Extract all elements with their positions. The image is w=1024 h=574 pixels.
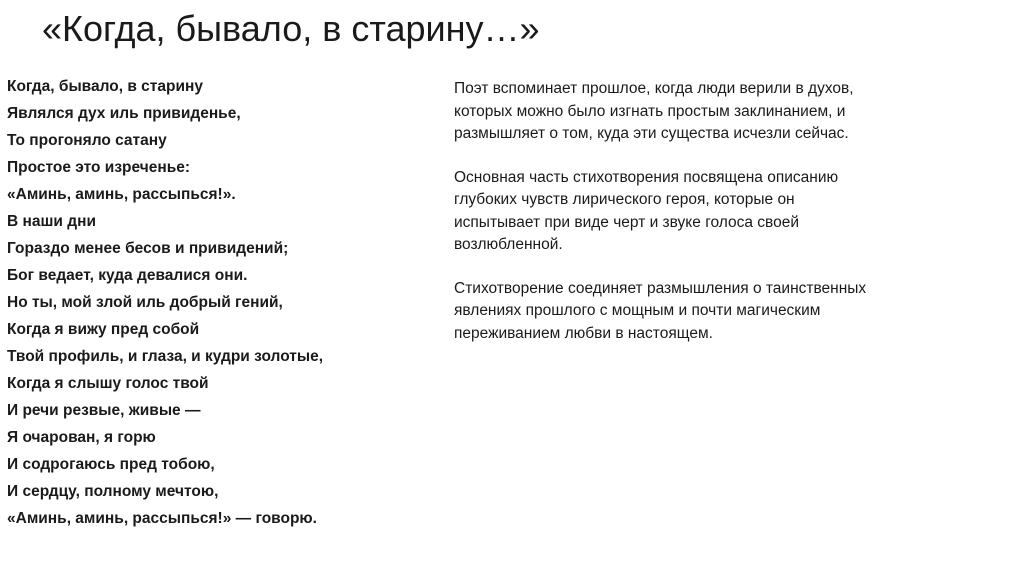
commentary-line: размышляет о том, куда эти существа исчезли сейчас.: [454, 125, 849, 142]
poem-line: Когда, бывало, в старину: [7, 78, 203, 95]
poem-line: Я очарован, я горю: [7, 429, 156, 446]
poem-line: Бог ведает, куда девалися они.: [7, 267, 248, 284]
commentary-line: Основная часть стихотворения посвящена описанию: [454, 168, 839, 186]
poem-line: Когда я вижу пред собой: [7, 321, 200, 338]
commentary-paragraph: [454, 278, 954, 346]
commentary-paragraph: [454, 78, 954, 146]
poem-text: [7, 73, 407, 532]
commentary: [454, 78, 954, 366]
poem-line: То прогоняло сатану: [7, 132, 167, 149]
commentary-line: Поэт вспоминает прошлое, когда люди верили в духов,: [454, 80, 854, 97]
poem-line: Но ты, мой злой иль добрый гений,: [7, 294, 283, 311]
commentary-line: возлюбленной.: [454, 236, 563, 253]
commentary-line: которых можно было изгнать простым заклинанием, и: [454, 102, 846, 120]
poem-line: Твой профиль, и глаза, и кудри золотые,: [7, 348, 324, 365]
commentary-line: переживанием любви в настоящем.: [454, 324, 713, 342]
poem-line: И содрогаюсь пред тобою,: [7, 456, 215, 473]
poem-line: Когда я слышу голос твой: [7, 375, 209, 392]
slide-title: «Когда, бывало, в старину…»: [42, 8, 540, 49]
commentary-line: Стихотворение соединяет размышления о таинственных: [454, 279, 867, 297]
poem-line: И сердцу, полному мечтою,: [7, 483, 219, 500]
poem-line: Гораздо менее бесов и привидений;: [7, 240, 289, 257]
poem-line: «Аминь, аминь, рассыпься!» — говорю.: [7, 510, 317, 527]
commentary-line: испытывает при виде черт и звуке голоса своей: [454, 213, 800, 231]
commentary-paragraph: [454, 167, 954, 257]
commentary-line: глубоких чувств лирического героя, которые он: [454, 191, 795, 208]
commentary-line: явлениях прошлого с мощным и почти магическим: [454, 302, 821, 319]
poem-line: Простое это изреченье:: [7, 159, 191, 176]
poem-line: «Аминь, аминь, рассыпься!».: [7, 186, 236, 203]
poem-line: Являлся дух иль привиденье,: [7, 105, 241, 122]
poem-line: И речи резвые, живые —: [7, 402, 201, 419]
poem-line: В наши дни: [7, 213, 96, 230]
